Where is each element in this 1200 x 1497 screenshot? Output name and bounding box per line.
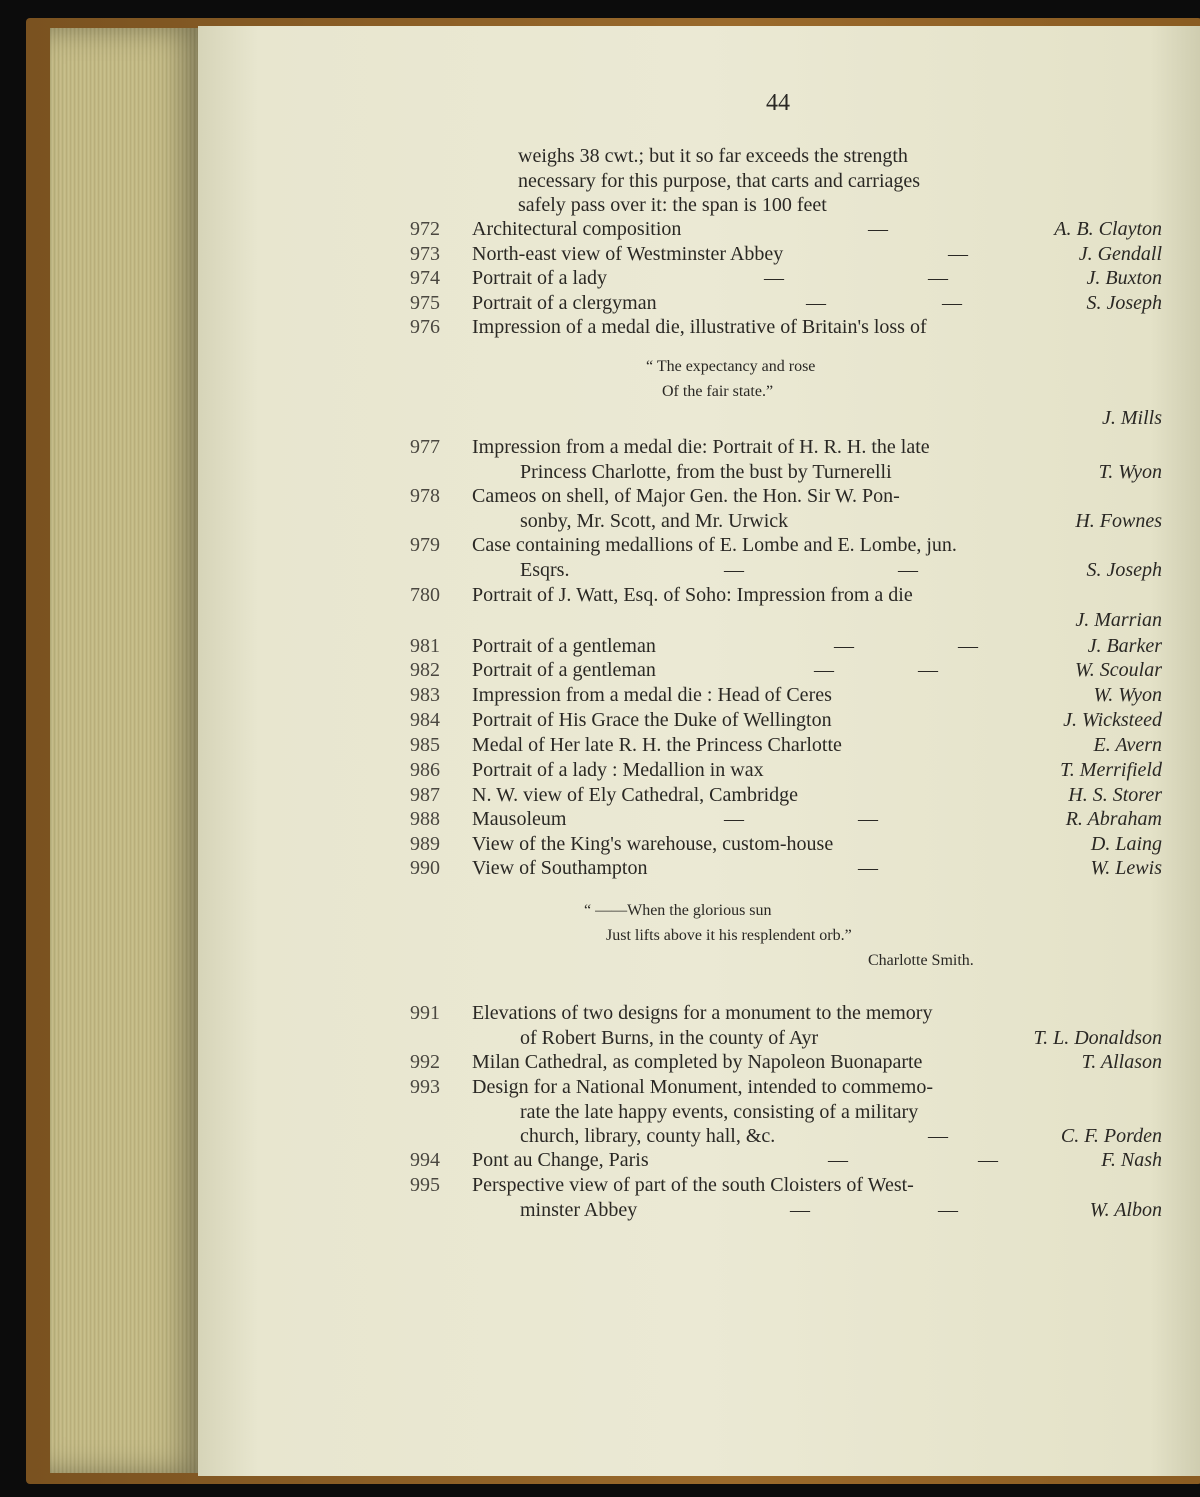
intro-line: safely pass over it: the span is 100 feet [518,194,827,216]
entry-number: 984 [410,709,440,731]
entry-title: Portrait of J. Watt, Esq. of Soho: Impression from a die [472,584,913,606]
entry-title: N. W. view of Ely Cathedral, Cambridge [472,784,799,806]
entry-dash: — [958,635,978,657]
catalogue-entry [410,832,1162,857]
entry-number: 987 [410,784,440,806]
entry-dash: — [918,659,938,681]
catalogue-entry [410,583,1162,632]
entry-number: 995 [410,1174,440,1196]
catalogue-entry [410,266,1162,291]
entry-artist: W. Lewis [1090,857,1162,879]
catalogue-entry [410,708,1162,733]
entry-artist: R. Abraham [1065,808,1162,830]
verse-quote [584,898,974,973]
entry-dash: — [898,558,918,581]
entry-title: View of the King's warehouse, custom-house [472,833,834,855]
entry-dash: — [942,292,962,314]
entry-number: 978 [410,485,440,507]
entry-number: 977 [410,436,440,458]
quote-line: Just lifts above it his resplendent orb.” [606,927,852,944]
entry-title: Case containing medallions of E. Lombe and E. Lombe, jun. [472,534,957,556]
catalogue-entry [410,435,1162,484]
entry-number: 982 [410,659,440,681]
catalogue-entry [410,1050,1162,1075]
entry-title: church, library, county hall, &c. [520,1125,776,1147]
entry-number: 992 [410,1051,440,1073]
entry-number: 983 [410,684,440,706]
catalogue-entry-artist [410,406,1162,431]
entry-artist: J. Marrian [1075,608,1162,631]
catalogue-entry [410,856,1162,881]
entry-artist: H. Fownes [1075,509,1162,532]
book-page [198,26,1200,1476]
entry-title: Impression from a medal die: Portrait of H. R. H. the late [472,436,930,458]
catalogue-entry [410,658,1162,683]
entry-title: sonby, Mr. Scott, and Mr. Urwick [520,509,789,532]
entry-title: Portrait of a clergyman [472,292,657,314]
catalogue-entry [410,291,1162,316]
catalogue-entry [410,484,1162,533]
intro-paragraph [518,144,1058,218]
entry-artist: J. Gendall [1078,243,1162,265]
quote-attribution: Charlotte Smith. [868,952,974,969]
entry-title: Perspective view of part of the south Cloisters of West- [472,1174,914,1196]
entry-title: Design for a National Monument, intended to commemo- [472,1076,934,1098]
entry-number: 975 [410,292,440,314]
entry-title: Portrait of a gentleman [472,635,656,657]
entry-dash: — [828,1149,848,1171]
intro-line: weighs 38 cwt.; but it so far exceeds the strength [518,145,908,167]
entry-number: 994 [410,1149,440,1171]
entry-title: minster Abbey [520,1198,638,1221]
verse-quote [646,354,815,404]
entry-artist: J. Barker [1087,635,1162,657]
entry-number: 780 [410,584,440,606]
catalogue-entry [410,783,1162,808]
catalogue-entry [410,1001,1162,1050]
page-number: 44 [766,90,790,116]
catalogue-entry [410,733,1162,758]
entry-number: 990 [410,857,440,879]
entry-dash: — [928,267,948,289]
entry-title: Architectural composition [472,218,682,240]
entry-artist: S. Joseph [1086,558,1162,581]
entry-artist: T. Merrifield [1060,759,1162,781]
entry-number: 976 [410,316,440,338]
entry-artist: W. Albon [1089,1198,1162,1221]
entry-number: 979 [410,534,440,556]
entry-dash: — [834,635,854,657]
catalogue-entry [410,634,1162,659]
entry-dash: — [806,292,826,314]
entry-dash: — [868,218,888,240]
entry-dash: — [764,267,784,289]
entry-artist: F. Nash [1101,1149,1162,1171]
intro-line: necessary for this purpose, that carts and carriages [518,169,921,192]
entry-number: 981 [410,635,440,657]
entry-dash: — [858,808,878,830]
entry-title: Elevations of two designs for a monument to the memory [472,1002,933,1024]
entry-number: 988 [410,808,440,830]
entry-number: 986 [410,759,440,781]
entry-artist: W. Scoular [1074,659,1162,681]
entry-title: rate the late happy events, consisting of a military [520,1100,919,1123]
entry-number: 991 [410,1002,440,1024]
entry-number: 989 [410,833,440,855]
entry-dash: — [858,857,878,879]
entry-artist: J. Mills [1102,407,1162,429]
page-edges [50,28,205,1473]
entry-number: 985 [410,734,440,756]
entry-title: Esqrs. [520,558,570,581]
entry-artist: S. Joseph [1086,292,1162,314]
catalogue-entry [410,1148,1162,1173]
entry-title: Portrait of a lady [472,267,607,289]
entry-number: 974 [410,267,440,289]
entry-artist: E. Avern [1093,734,1162,756]
catalogue-entry [410,242,1162,267]
entry-artist: C. F. Porden [1060,1125,1162,1147]
entry-title: Impression from a medal die : Head of Ceres [472,684,832,706]
entry-dash: — [814,659,834,681]
entry-title: of Robert Burns, in the county of Ayr [520,1026,819,1049]
entry-number: 973 [410,243,440,265]
entry-title: Milan Cathedral, as completed by Napoleon Buonaparte [472,1051,923,1073]
entry-artist: T. L. Donaldson [1033,1026,1162,1049]
entry-artist: T. Allason [1081,1051,1162,1073]
entry-dash: — [948,243,968,265]
quote-line: Of the fair state.” [662,383,774,400]
catalogue-entry [410,1173,1162,1222]
entry-artist: W. Wyon [1093,684,1162,706]
entry-dash: — [978,1149,998,1171]
entry-number: 972 [410,218,440,240]
catalogue-entry [410,758,1162,783]
entry-title: Pont au Change, Paris [472,1149,649,1171]
entry-title: Portrait of His Grace the Duke of Wellington [472,709,832,731]
entry-artist: J. Wicksteed [1063,709,1162,731]
catalogue-entry [410,1075,1162,1149]
catalogue-entry [410,807,1162,832]
entry-artist: D. Laing [1090,833,1162,855]
entry-dash: — [938,1198,958,1221]
entry-title: Medal of Her late R. H. the Princess Charlotte [472,734,842,756]
quote-line: “ ——When the glorious sun [584,902,772,919]
entry-title: Portrait of a lady : Medallion in wax [472,759,764,781]
entry-dash: — [724,808,744,830]
entry-title: Portrait of a gentleman [472,659,656,681]
entry-artist: J. Buxton [1086,267,1162,289]
entry-dash: — [724,558,744,581]
entry-number: 993 [410,1076,440,1098]
entry-title: Princess Charlotte, from the bust by Turnerelli [520,460,892,483]
catalogue-entry [410,533,1162,582]
entry-title: North-east view of Westminster Abbey [472,243,784,265]
entry-dash: — [790,1198,810,1221]
catalogue-entry [410,315,1162,340]
entry-artist: A. B. Clayton [1054,218,1162,240]
entry-artist: H. S. Storer [1068,784,1162,806]
entry-title: Cameos on shell, of Major Gen. the Hon. Sir W. Pon- [472,485,900,507]
entry-artist: T. Wyon [1098,460,1162,483]
catalogue-entry [410,217,1162,242]
entry-title: View of Southampton [472,857,648,879]
entry-title: Impression of a medal die, illustrative of Britain's loss of [472,316,927,338]
entry-dash: — [928,1125,948,1147]
entry-title: Mausoleum [472,808,567,830]
catalogue-entry [410,683,1162,708]
quote-line: “ The expectancy and rose [646,358,816,375]
